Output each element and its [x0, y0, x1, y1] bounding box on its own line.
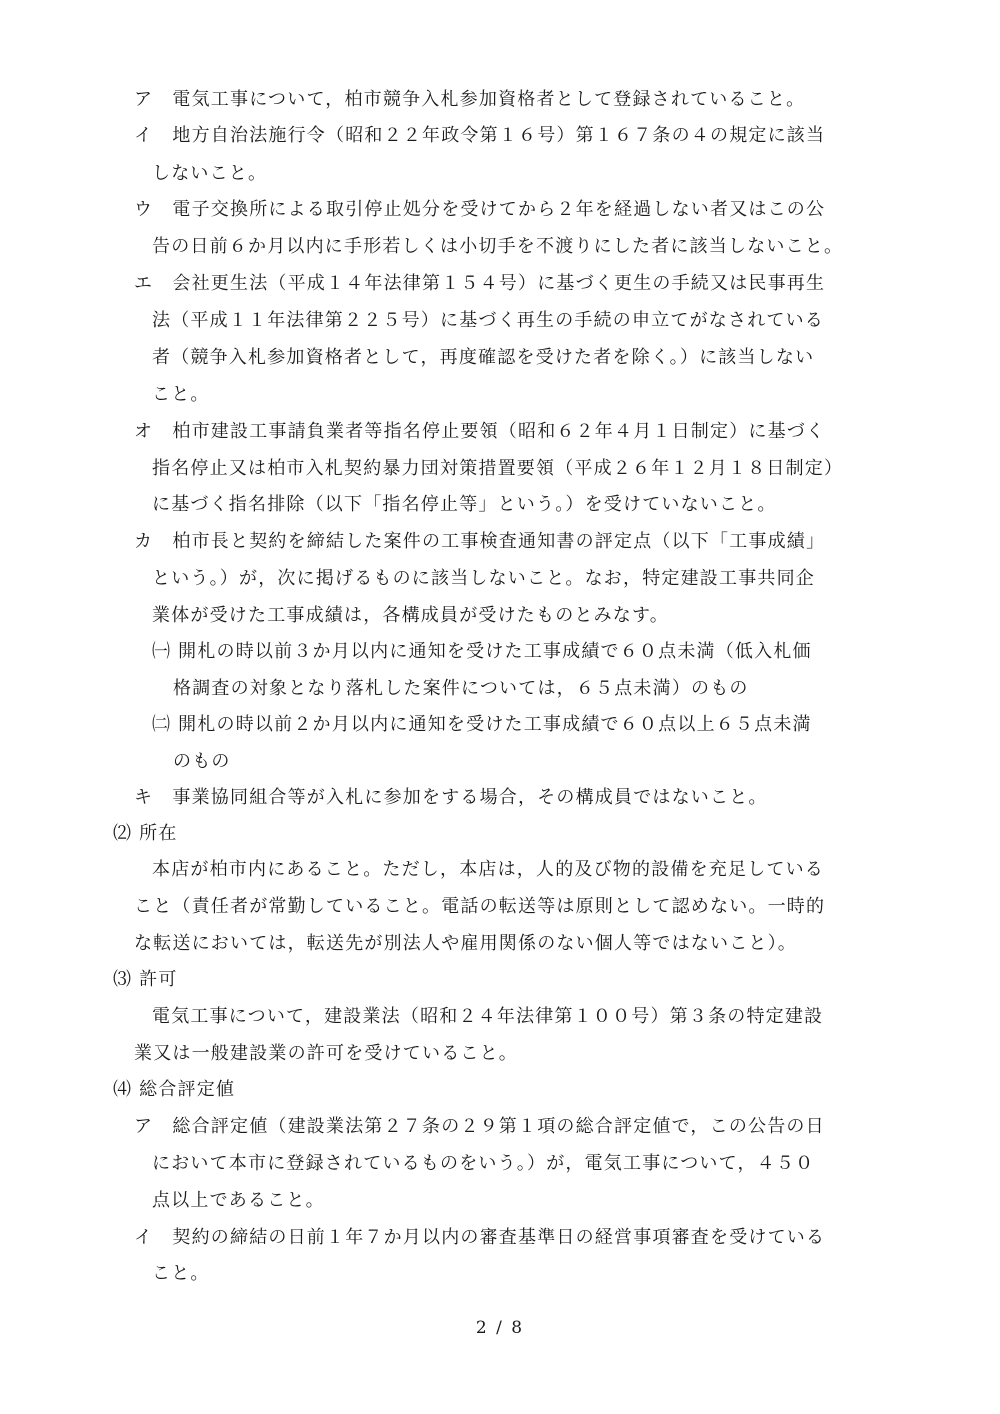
item-ka-line-1: カ 柏市長と契約を締結した案件の工事検査通知書の評定点（以下「工事成績」 — [134, 531, 826, 552]
section-2-line-2: こと（責任者が常勤していること。電話の転送等は原則として認めない。一時的 — [134, 896, 826, 917]
item-e-line-4: こと。 — [152, 384, 210, 405]
item-o-line-1: オ 柏市建設工事請負業者等指名停止要領（昭和６２年４月１日制定）に基づく — [134, 421, 826, 442]
subitem-1-line-2: 格調査の対象となり落札した案件については，６５点未満）のもの — [173, 678, 749, 699]
section-2-heading: ⑵ 所在 — [113, 823, 178, 844]
section-3-heading: ⑶ 許可 — [113, 969, 178, 990]
item-e-line-3: 者（競争入札参加資格者として，再度確認を受けた者を除く。）に該当しない — [152, 347, 815, 368]
item-e-line-2: 法（平成１１年法律第２２５号）に基づく再生の手続の申立てがなされている — [152, 310, 824, 331]
item-i-line-2: しないこと。 — [152, 163, 268, 184]
item-i-line-1: イ 地方自治法施行令（昭和２２年政令第１６号）第１６７条の４の規定に該当 — [134, 125, 826, 146]
item-ki-line-1: キ 事業協同組合等が入札に参加をする場合，その構成員ではないこと。 — [134, 787, 768, 808]
section-4-heading: ⑷ 総合評定値 — [113, 1079, 236, 1100]
subitem-2-line-2: のもの — [173, 751, 231, 772]
section-4-item-a-line-1: ア 総合評定値（建設業法第２７条の２９第１項の総合評定値で，この公告の日 — [134, 1116, 825, 1137]
section-4-item-i-line-2: こと。 — [152, 1263, 210, 1284]
item-ka-line-2: という。）が，次に掲げるものに該当しないこと。なお，特定建設工事共同企 — [152, 568, 815, 589]
subitem-1-line-1: ㈠ 開札の時以前３か月以内に通知を受けた工事成績で６０点未満（低入札価 — [152, 641, 812, 662]
section-4-item-i-line-1: イ 契約の締結の日前１年７か月以内の審査基準日の経営事項審査を受けている — [134, 1227, 826, 1248]
section-4-item-a-line-2: において本市に登録されているものをいう。）が，電気工事について，４５０ — [152, 1153, 815, 1174]
item-a-line-1: ア 電気工事について，柏市競争入札参加資格者として登録されていること。 — [134, 89, 806, 110]
item-e-line-1: エ 会社更生法（平成１４年法律第１５４号）に基づく更生の手続又は民事再生 — [134, 273, 826, 294]
section-3-line-2: 業又は一般建設業の許可を受けていること。 — [134, 1043, 518, 1064]
section-4-item-a-line-3: 点以上であること。 — [152, 1190, 325, 1211]
item-u-line-2: 告の日前６か月以内に手形若しくは小切手を不渡りにした者に該当しないこと。 — [152, 236, 844, 257]
item-ka-line-3: 業体が受けた工事成績は，各構成員が受けたものとみなす。 — [152, 605, 669, 626]
section-3-line-1: 電気工事について，建設業法（昭和２４年法律第１００号）第３条の特定建設 — [152, 1006, 824, 1027]
page-number: 2 / 8 — [475, 1318, 525, 1338]
item-u-line-1: ウ 電子交換所による取引停止処分を受けてから２年を経過しない者又はこの公 — [134, 199, 826, 220]
subitem-2-line-1: ㈡ 開札の時以前２か月以内に通知を受けた工事成績で６０点以上６５点未満 — [152, 714, 812, 735]
item-o-line-3: に基づく指名排除（以下「指名停止等」という。）を受けていないこと。 — [152, 494, 777, 515]
item-o-line-2: 指名停止又は柏市入札契約暴力団対策措置要領（平成２６年１２月１８日制定） — [152, 458, 844, 479]
section-2-line-3: な転送においては，転送先が別法人や雇用関係のない個人等ではないこと）。 — [134, 933, 797, 954]
section-2-line-1: 本店が柏市内にあること。ただし，本店は，人的及び物的設備を充足している — [152, 859, 824, 880]
